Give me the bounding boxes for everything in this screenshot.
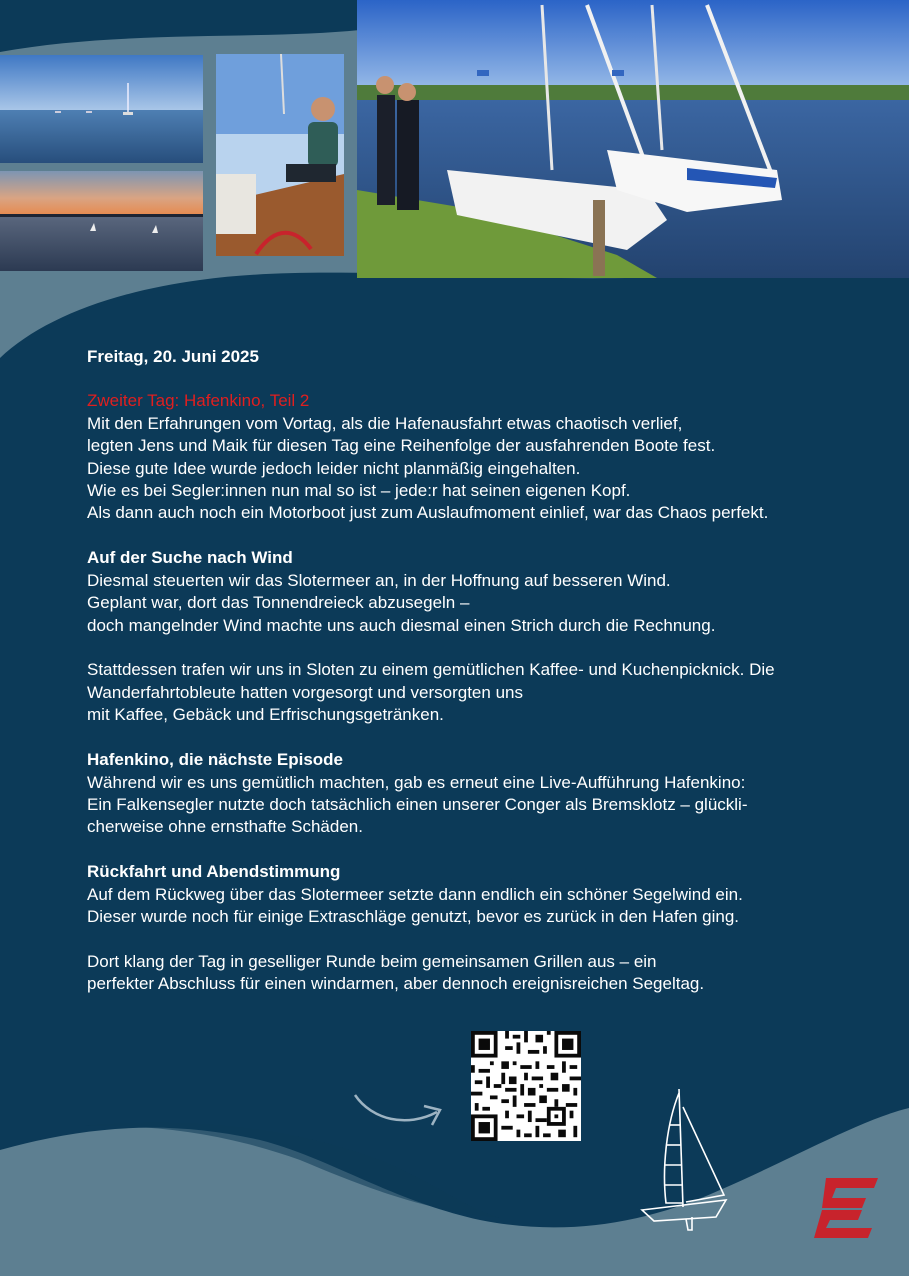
article <box>87 346 877 996</box>
section-line: Geplant war, dort das Tonnendreieck abzusegeln – <box>87 593 470 613</box>
section-line: Auf dem Rückweg über das Slotermeer setzte dann endlich ein schöner Segelwind ein. <box>87 884 743 904</box>
sunset-lake-photo <box>0 171 203 271</box>
sailboat-outline-icon <box>636 1085 736 1235</box>
paragraph-line: mit Kaffee, Gebäck und Erfrischungsgetränken. <box>87 705 444 725</box>
intro-line: legten Jens und Maik für diesen Tag eine Reihenfolge der ausfahrenden Boote fest. <box>87 436 716 456</box>
intro-line: Als dann auch noch ein Motorboot just zum Auslaufmoment einlief, war das Chaos perfekt. <box>87 503 769 523</box>
section-line: Während wir es uns gemütlich machten, gab es erneut eine Live-Aufführung Hafenkino: <box>87 772 746 792</box>
section-line: Ein Falkensegler nutzte doch tatsächlich einen unserer Conger als Bremsklotz – glückli- <box>87 795 748 814</box>
crew-on-boat-photo <box>216 54 344 256</box>
section-wind <box>87 547 877 637</box>
club-logo-icon <box>814 1176 880 1240</box>
article-subtitle: Zweiter Tag: Hafenkino, Teil 2 <box>87 391 310 411</box>
curved-arrow-icon <box>352 1090 447 1135</box>
section-return <box>87 861 877 928</box>
harbor-boats-photo <box>357 0 909 278</box>
section-line: doch mangelnder Wind machte uns auch diesmal einen Strich durch die Rechnung. <box>87 615 716 635</box>
intro-line: Wie es bei Segler:innen nun mal so ist – jede:r hat seinen eigenen Kopf. <box>87 481 631 501</box>
paragraph-line: Stattdessen trafen wir uns in Sloten zu einem gemütlichen Kaffee- und Kuchenpicknick. Die <box>87 660 775 680</box>
intro-block <box>87 390 877 524</box>
closing-paragraph <box>87 951 877 996</box>
article-date: Freitag, 20. Juni 2025 <box>87 347 259 366</box>
section-line: Dieser wurde noch für einige Extraschläge genutzt, bevor es zurück in den Hafen ging. <box>87 907 740 927</box>
section-heading: Auf der Suche nach Wind <box>87 548 293 568</box>
section-hafenkino <box>87 749 877 839</box>
section-heading: Rückfahrt und Abendstimmung <box>87 862 341 882</box>
qr-code-icon[interactable] <box>471 1031 581 1141</box>
section-line: Diesmal steuerten wir das Slotermeer an, in der Hoffnung auf besseren Wind. <box>87 570 671 590</box>
paragraph-line: perfekter Abschluss für einen windarmen, aber dennoch ereignisreichen Segeltag. <box>87 974 705 994</box>
paragraph-line: Wanderfahrtobleute hatten vorgesorgt und versorgten uns <box>87 682 523 702</box>
section-heading: Hafenkino, die nächste Episode <box>87 750 344 770</box>
picnic-paragraph <box>87 659 877 726</box>
intro-line: Mit den Erfahrungen vom Vortag, als die Hafenausfahrt etwas chaotisch verlief, <box>87 413 683 433</box>
lake-boats-photo <box>0 55 203 163</box>
section-line: cherweise ohne ernsthafte Schäden. <box>87 817 363 837</box>
paragraph-line: Dort klang der Tag in geselliger Runde beim gemeinsamen Grillen aus – ein <box>87 952 657 972</box>
intro-line: Diese gute Idee wurde jedoch leider nicht planmäßig eingehalten. <box>87 458 581 478</box>
